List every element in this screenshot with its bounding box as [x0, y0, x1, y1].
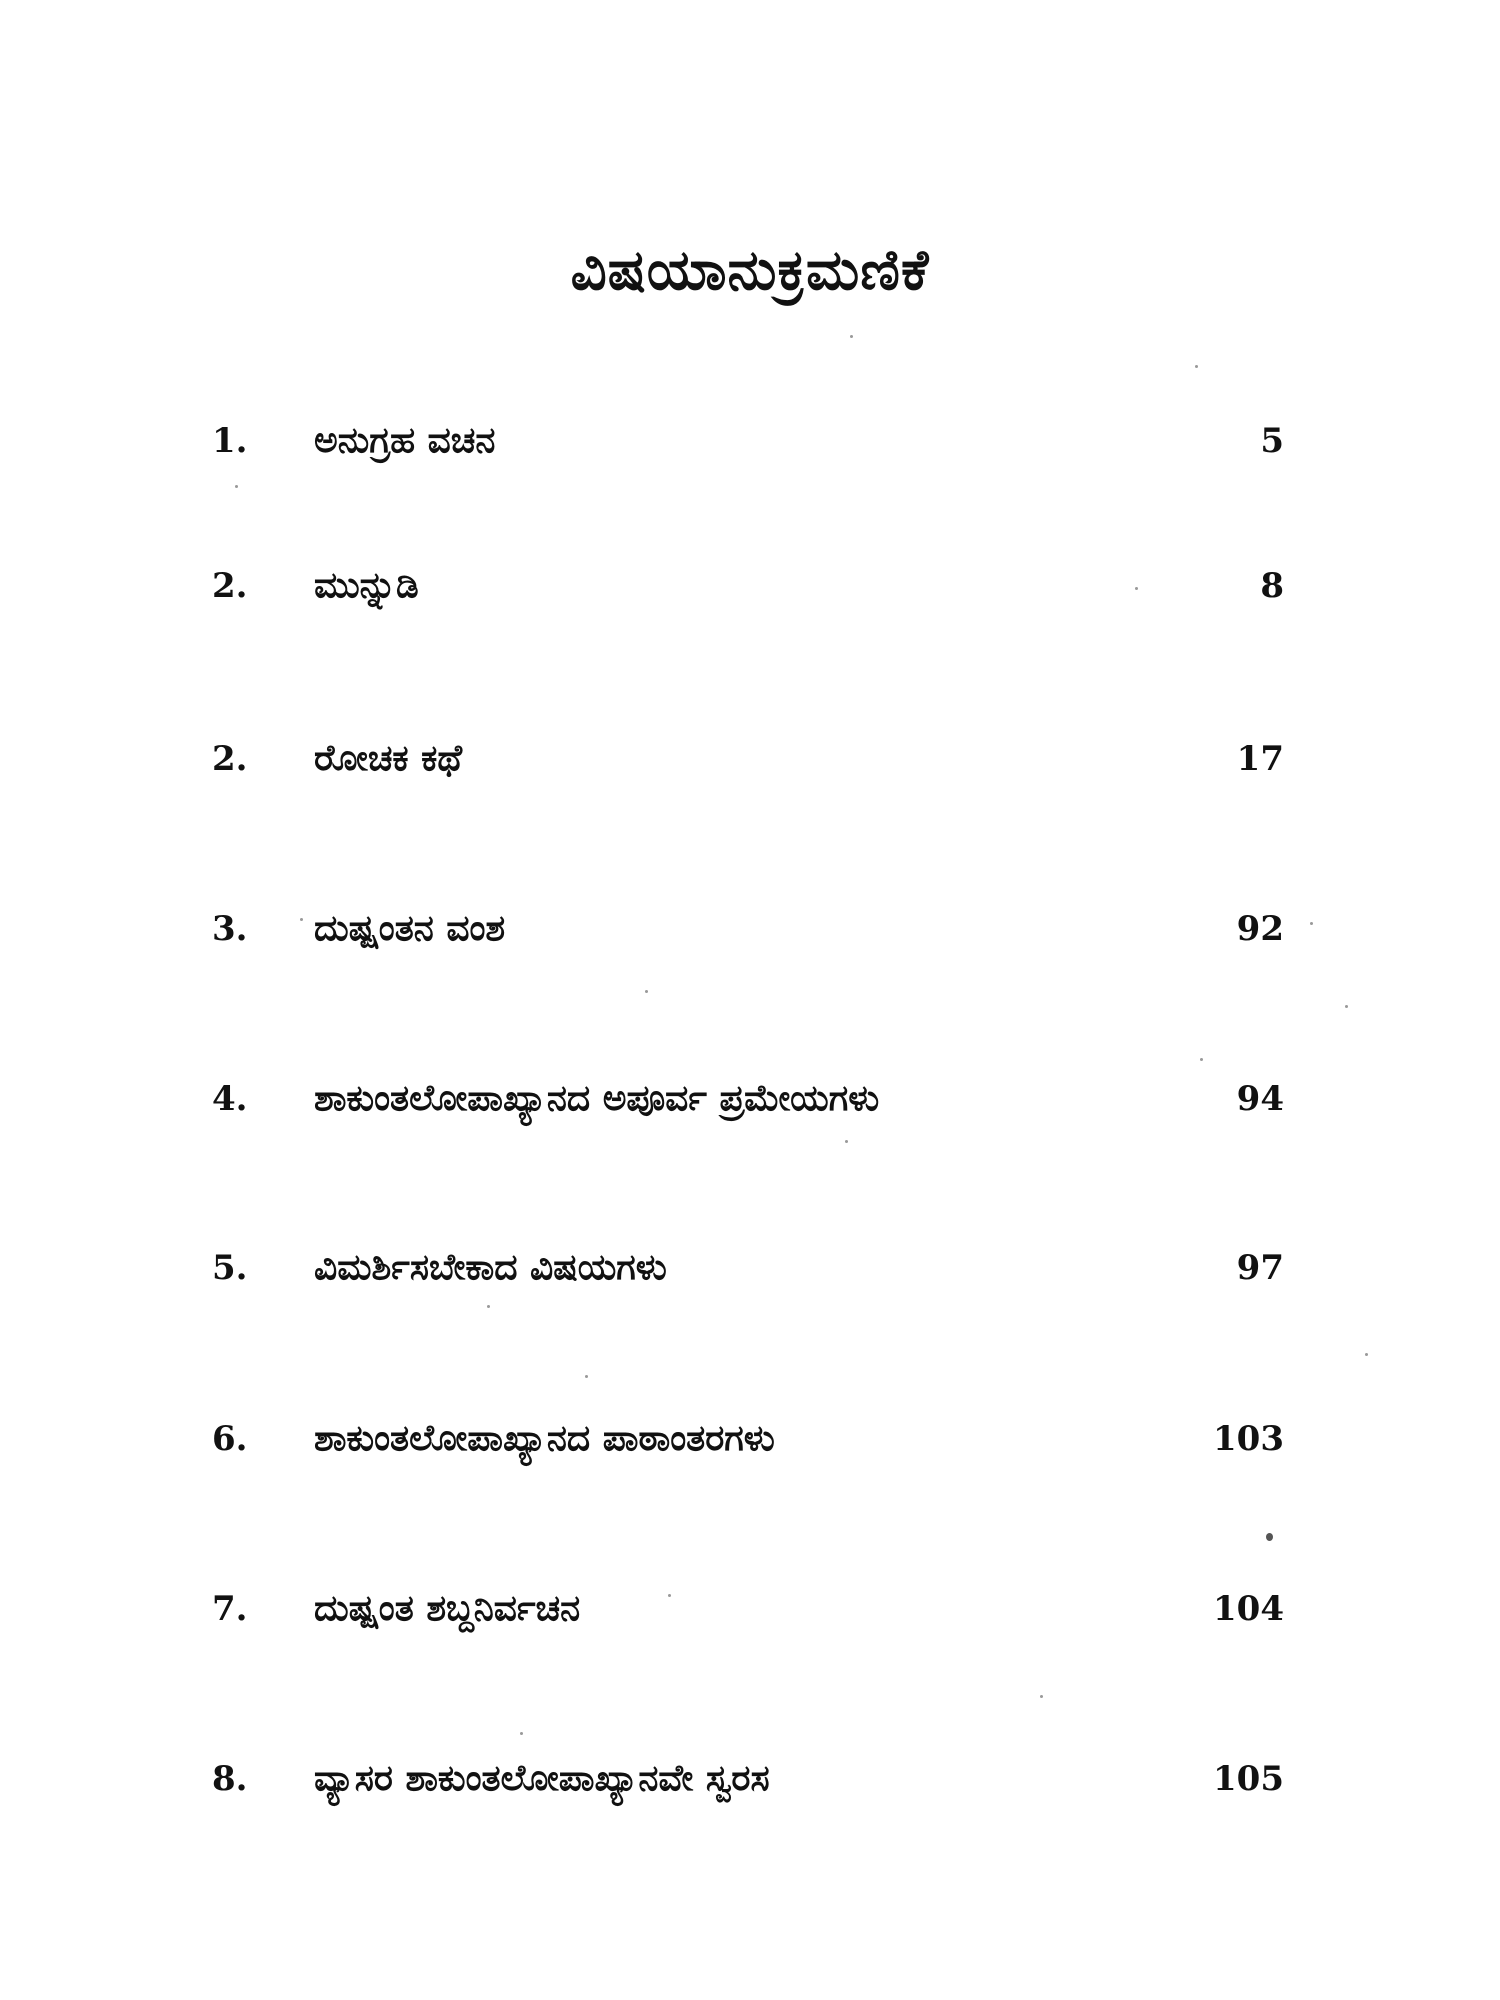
scan-speck: [1310, 922, 1313, 925]
toc-entry-number: 3.: [212, 909, 248, 949]
scan-speck: [1266, 1533, 1273, 1541]
scan-speck: [1040, 1695, 1043, 1698]
toc-entry: [0, 1579, 1500, 1639]
scan-speck: [645, 990, 648, 993]
toc-entry-number: 4.: [212, 1079, 248, 1119]
scan-speck: [585, 1375, 588, 1378]
toc-entry-number: 1.: [212, 421, 248, 461]
toc-entry-label: ರೋಚಕ ಕಥೆ: [314, 738, 463, 779]
scan-speck: [1200, 1058, 1203, 1061]
toc-entry: [0, 556, 1500, 616]
toc-entry-number: 5.: [212, 1248, 248, 1288]
toc-entry: [0, 729, 1500, 789]
toc-entry-number: 6.: [212, 1419, 248, 1459]
toc-entry: [0, 899, 1500, 959]
toc-entry-page: 8: [1260, 566, 1284, 606]
scan-speck: [1195, 365, 1198, 368]
toc-entry: [0, 1749, 1500, 1809]
toc-entry: [0, 1238, 1500, 1298]
scan-speck: [235, 485, 238, 488]
toc-entry-label: ಮುನ್ನುಡಿ: [314, 565, 419, 606]
scan-speck: [520, 1732, 523, 1735]
scan-speck: [668, 1594, 671, 1597]
toc-entry-page: 104: [1213, 1589, 1284, 1629]
toc-entry-page: 94: [1236, 1079, 1284, 1119]
toc-entry-label: ದುಷ್ಷಂತ ಶಬ್ದನಿರ್ವಚನ: [314, 1588, 581, 1629]
scan-speck: [850, 335, 853, 338]
scan-speck: [1365, 1353, 1368, 1356]
scan-speck: [487, 1305, 490, 1308]
toc-entry-page: 92: [1236, 909, 1284, 949]
toc-entry-label: ಅನುಗ್ರಹ ವಚನ: [314, 420, 496, 461]
toc-entry-label: ದುಷ್ಷಂತನ ವಂಶ: [314, 908, 506, 949]
toc-entry-page: 105: [1213, 1759, 1284, 1799]
toc-entry-label: ಶಾಕುಂತಲೋಪಾಖ್ಯಾನದ ಅಪೂರ್ವ ಪ್ರಮೇಯಗಳು: [314, 1078, 880, 1119]
toc-entry-page: 97: [1236, 1248, 1284, 1288]
scan-speck: [1345, 1005, 1348, 1008]
toc-entry: [0, 1409, 1500, 1469]
toc-entry-number: 2.: [212, 566, 248, 606]
toc-entry-number: 8.: [212, 1759, 248, 1799]
toc-entry-label: ವಿಮರ್ಶಿಸಬೇಕಾದ ವಿಷಯಗಳು: [314, 1247, 667, 1288]
toc-entry-page: 103: [1213, 1419, 1284, 1459]
scan-speck: [300, 918, 303, 921]
toc-entry: [0, 1069, 1500, 1129]
scan-speck: [845, 1140, 848, 1143]
scan-speck: [1135, 587, 1138, 590]
toc-entry-label: ವ್ಯಾಸರ ಶಾಕುಂತಲೋಪಾಖ್ಯಾನವೇ ಸ್ವರಸ: [314, 1758, 770, 1799]
toc-entry-page: 17: [1236, 739, 1284, 779]
page-title: ವಿಷಯಾನುಕ್ರಮಣಿಕೆ: [570, 238, 930, 303]
toc-entry-number: 7.: [212, 1589, 248, 1629]
toc-entry-page: 5: [1260, 421, 1284, 461]
toc-entry-number: 2.: [212, 739, 248, 779]
toc-entry: [0, 411, 1500, 471]
toc-entry-label: ಶಾಕುಂತಲೋಪಾಖ್ಯಾನದ ಪಾಠಾಂತರಗಳು: [314, 1418, 775, 1459]
